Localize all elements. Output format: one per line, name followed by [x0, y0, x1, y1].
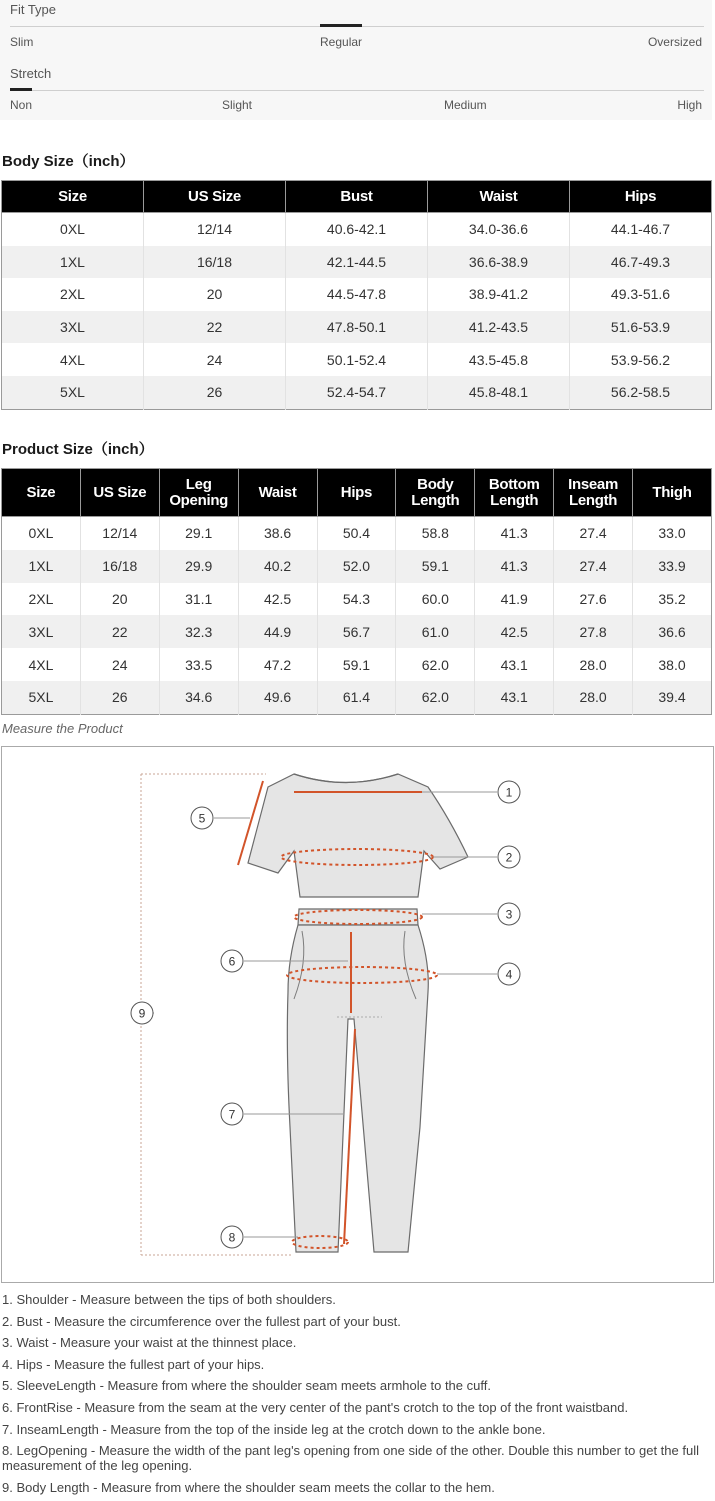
table-cell: 22: [144, 311, 286, 344]
table-cell: 34.0-36.6: [428, 213, 570, 246]
fit-option-oversized: Oversized: [647, 35, 702, 49]
table-cell: 43.1: [475, 681, 554, 714]
table-cell: 28.0: [554, 681, 633, 714]
note-hips: 4. Hips - Measure the fullest part of your hips.: [2, 1356, 265, 1372]
note-body-length: 9. Body Length - Measure from where the shoulder seam meets the collar to the hem.: [2, 1479, 495, 1495]
note-front-rise: 6. FrontRise - Measure from the seam at the very center of the pant's crotch to the top of the front waistband.: [2, 1399, 629, 1415]
table-cell: 47.2: [238, 648, 317, 681]
note-bust: 2. Bust - Measure the circumference over the fullest part of your bust.: [2, 1313, 401, 1329]
table-cell: 41.3: [475, 517, 554, 550]
column-header: Hips: [317, 469, 396, 517]
table-cell: 32.3: [159, 615, 238, 648]
table-cell: 46.7-49.3: [570, 246, 712, 279]
note-waist: 3. Waist - Measure your waist at the thinnest place.: [2, 1335, 297, 1351]
measurement-diagram: [1, 746, 714, 1283]
table-cell: 12/14: [80, 517, 159, 550]
fit-option-regular: Regular: [320, 35, 363, 49]
fit-type-indicator: [320, 24, 362, 27]
table-row: [2, 343, 712, 376]
column-header: Waist: [428, 181, 570, 213]
table-cell: 38.9-41.2: [428, 278, 570, 311]
table-row: [2, 246, 712, 279]
svg-text:5: 5: [198, 811, 206, 826]
table-cell: 29.1: [159, 517, 238, 550]
table-cell: 47.8-50.1: [286, 311, 428, 344]
table-cell: 43.1: [475, 648, 554, 681]
table-cell: 60.0: [396, 583, 475, 616]
column-header: Hips: [570, 181, 712, 213]
product-size-body: [2, 517, 712, 715]
column-header: US Size: [80, 469, 159, 517]
svg-text:1: 1: [505, 785, 513, 800]
table-row: [2, 517, 712, 550]
table-cell: 38.6: [238, 517, 317, 550]
table-cell: 41.3: [475, 550, 554, 583]
table-cell: 40.6-42.1: [286, 213, 428, 246]
stretch-label: Stretch: [10, 66, 52, 81]
column-header: Leg Opening: [159, 469, 238, 517]
table-cell: 59.1: [396, 550, 475, 583]
table-cell: 41.2-43.5: [428, 311, 570, 344]
fit-type-label: Fit Type: [10, 2, 57, 17]
measurement-notes: [2, 1292, 712, 1501]
table-cell: 27.4: [554, 550, 633, 583]
table-cell: 5XL: [2, 376, 144, 409]
table-cell: 59.1: [317, 648, 396, 681]
table-row: [2, 311, 712, 344]
note-inseam-length: 7. InseamLength - Measure from the top of the inside leg at the crotch down to the ankle bone.: [2, 1421, 546, 1437]
table-cell: 24: [144, 343, 286, 376]
table-cell: 40.2: [238, 550, 317, 583]
table-row: [2, 583, 712, 616]
table-cell: 31.1: [159, 583, 238, 616]
column-header: Thigh: [633, 469, 712, 517]
table-cell: 2XL: [2, 583, 81, 616]
marker-3: [498, 903, 520, 925]
body-size-header-row: [2, 181, 712, 213]
table-cell: 1XL: [2, 246, 144, 279]
table-cell: 27.6: [554, 583, 633, 616]
column-header: Size: [2, 181, 144, 213]
marker-8: [221, 1226, 243, 1248]
table-cell: 1XL: [2, 550, 81, 583]
column-header: Bottom Length: [475, 469, 554, 517]
svg-text:9: 9: [138, 1006, 146, 1021]
table-cell: 62.0: [396, 681, 475, 714]
table-cell: 43.5-45.8: [428, 343, 570, 376]
table-cell: 36.6: [633, 615, 712, 648]
body-size-table: [1, 180, 712, 410]
table-cell: 12/14: [144, 213, 286, 246]
measure-caption: Measure the Product: [2, 721, 123, 736]
table-cell: 45.8-48.1: [428, 376, 570, 409]
table-cell: 56.2-58.5: [570, 376, 712, 409]
product-size-title: Product Size（inch）: [2, 441, 154, 458]
table-cell: 3XL: [2, 311, 144, 344]
note-leg-opening: 8. LegOpening - Measure the width of the pant leg's opening from one side of the other. Double this number to get the full measurement of the leg opening.: [2, 1443, 699, 1474]
table-cell: 33.0: [633, 517, 712, 550]
column-header: Inseam Length: [554, 469, 633, 517]
marker-2: [498, 846, 520, 868]
table-cell: 3XL: [2, 615, 81, 648]
table-cell: 44.9: [238, 615, 317, 648]
product-size-header-row: [2, 469, 712, 517]
table-cell: 44.5-47.8: [286, 278, 428, 311]
svg-text:2: 2: [505, 850, 513, 865]
fit-option-slim: Slim: [10, 35, 34, 49]
table-cell: 53.9-56.2: [570, 343, 712, 376]
marker-9: [131, 1002, 153, 1024]
table-cell: 39.4: [633, 681, 712, 714]
table-cell: 49.6: [238, 681, 317, 714]
table-cell: 22: [80, 615, 159, 648]
body-size-body: [2, 213, 712, 410]
marker-4: [498, 963, 520, 985]
table-cell: 5XL: [2, 681, 81, 714]
table-cell: 52.4-54.7: [286, 376, 428, 409]
table-cell: 24: [80, 648, 159, 681]
table-cell: 49.3-51.6: [570, 278, 712, 311]
table-cell: 0XL: [2, 213, 144, 246]
table-cell: 16/18: [80, 550, 159, 583]
table-cell: 33.9: [633, 550, 712, 583]
column-header: Waist: [238, 469, 317, 517]
table-cell: 20: [144, 278, 286, 311]
table-cell: 58.8: [396, 517, 475, 550]
column-header: Size: [2, 469, 81, 517]
table-cell: 42.1-44.5: [286, 246, 428, 279]
table-cell: 16/18: [144, 246, 286, 279]
product-size-table: [1, 468, 712, 715]
table-row: [2, 278, 712, 311]
svg-text:6: 6: [228, 954, 236, 969]
jumpsuit-diagram: [2, 747, 713, 1282]
stretch-option-slight: Slight: [222, 98, 253, 112]
table-cell: 36.6-38.9: [428, 246, 570, 279]
svg-text:3: 3: [505, 907, 513, 922]
table-cell: 0XL: [2, 517, 81, 550]
fit-panel: [0, 0, 712, 120]
marker-5: [191, 807, 213, 829]
table-row: [2, 550, 712, 583]
table-cell: 42.5: [475, 615, 554, 648]
body-size-title: Body Size（inch）: [2, 153, 135, 170]
stretch-option-non: Non: [10, 98, 33, 112]
table-cell: 29.9: [159, 550, 238, 583]
table-cell: 28.0: [554, 648, 633, 681]
table-cell: 34.6: [159, 681, 238, 714]
svg-text:4: 4: [505, 967, 513, 982]
svg-text:7: 7: [228, 1107, 236, 1122]
table-row: [2, 648, 712, 681]
stretch-indicator: [10, 88, 32, 91]
table-cell: 4XL: [2, 343, 144, 376]
table-cell: 20: [80, 583, 159, 616]
table-row: [2, 213, 712, 246]
column-header: Bust: [286, 181, 428, 213]
table-cell: 62.0: [396, 648, 475, 681]
table-cell: 27.4: [554, 517, 633, 550]
stretch-scale: [10, 90, 704, 91]
table-cell: 26: [144, 376, 286, 409]
table-cell: 51.6-53.9: [570, 311, 712, 344]
table-cell: 50.1-52.4: [286, 343, 428, 376]
stretch-option-medium: Medium: [444, 98, 487, 112]
stretch-option-high: High: [677, 98, 702, 112]
jumpsuit-waistband-shape: [298, 909, 418, 925]
column-header: US Size: [144, 181, 286, 213]
svg-text:8: 8: [228, 1230, 236, 1245]
marker-7: [221, 1103, 243, 1125]
table-cell: 50.4: [317, 517, 396, 550]
table-cell: 35.2: [633, 583, 712, 616]
marker-6: [221, 950, 243, 972]
table-cell: 4XL: [2, 648, 81, 681]
table-cell: 42.5: [238, 583, 317, 616]
table-cell: 26: [80, 681, 159, 714]
table-cell: 54.3: [317, 583, 396, 616]
table-row: [2, 681, 712, 714]
table-cell: 56.7: [317, 615, 396, 648]
note-shoulder: 1. Shoulder - Measure between the tips of both shoulders.: [2, 1292, 336, 1307]
table-cell: 44.1-46.7: [570, 213, 712, 246]
table-cell: 52.0: [317, 550, 396, 583]
table-cell: 61.0: [396, 615, 475, 648]
table-cell: 33.5: [159, 648, 238, 681]
table-row: [2, 376, 712, 409]
note-sleeve-length: 5. SleeveLength - Measure from where the shoulder seam meets armhole to the cuff.: [2, 1378, 491, 1394]
table-row: [2, 615, 712, 648]
table-cell: 41.9: [475, 583, 554, 616]
table-cell: 38.0: [633, 648, 712, 681]
table-cell: 2XL: [2, 278, 144, 311]
table-cell: 61.4: [317, 681, 396, 714]
marker-1: [498, 781, 520, 803]
column-header: Body Length: [396, 469, 475, 517]
table-cell: 27.8: [554, 615, 633, 648]
